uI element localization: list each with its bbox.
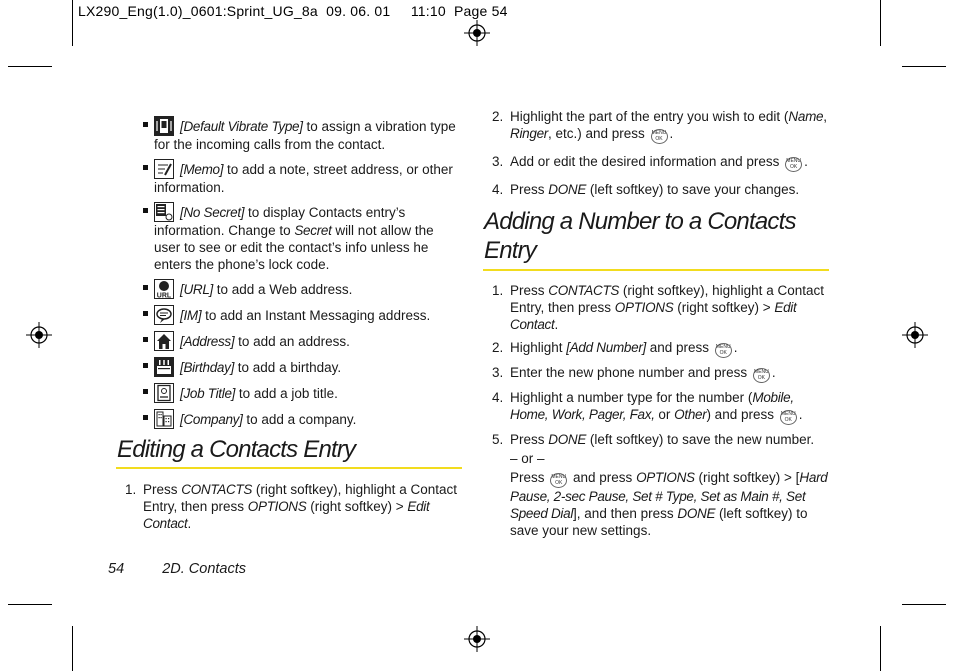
crop-mark <box>880 0 881 46</box>
crop-mark <box>72 626 73 671</box>
slug-date: 09. 06. 01 <box>326 3 391 19</box>
section-name: 2D. Contacts <box>162 561 247 577</box>
page-number: 54 <box>108 561 125 577</box>
page-footer <box>108 561 246 577</box>
list-item: [Job Title] to add a job title. <box>142 383 462 403</box>
menu-ok-key-icon: MENU OK <box>754 369 769 381</box>
heading-rule <box>483 269 829 271</box>
crop-mark <box>8 604 52 605</box>
menu-ok-key-icon: MENU OK <box>651 130 667 142</box>
alternate-step: Press MENU OK and press OPTIONS (right softkey) > [Hard Pause, 2-sec Pause, Set # Type, Set as Main #, Set Speed Dial], and then press DONE (left softkey) to save your new settings. <box>510 470 828 538</box>
crop-mark <box>880 626 881 671</box>
crop-mark <box>902 604 946 605</box>
list-item: [Company] to add a company. <box>142 409 462 429</box>
address-icon <box>154 331 174 351</box>
list-item: 4. Press DONE (left softkey) to save your changes. <box>492 182 800 197</box>
slug-time: 11:10 <box>410 3 446 19</box>
section-heading-adding: Adding a Number to a Contacts Entry <box>484 208 796 264</box>
vibrate-icon <box>154 116 174 136</box>
list-item: [Birthday] to add a birthday. <box>142 357 462 377</box>
svg-text:URL: URL <box>156 292 172 299</box>
list-item: 1. Press CONTACTS (right softkey), highlight a Contact Entry, then press OPTIONS (right softkey) > Edit Contact. <box>492 283 824 332</box>
menu-ok-key-icon: MENU OK <box>786 158 802 170</box>
crop-mark <box>8 66 52 67</box>
list-item: URL [URL] to add a Web address. <box>142 279 462 299</box>
url-icon <box>154 279 174 299</box>
menu-ok-key-icon: MENU OK <box>715 344 731 356</box>
registration-mark-icon <box>464 20 490 46</box>
heading-rule <box>116 467 462 469</box>
list-item: 2. Highlight the part of the entry you wish to edit (Name, Ringer, etc.) and press MENU OK . <box>492 109 827 142</box>
section-heading-editing: Editing a Contacts Entry <box>117 436 356 463</box>
crop-mark <box>902 66 946 67</box>
slug-page-num: 54 <box>491 3 508 19</box>
or-separator: – or – <box>510 451 545 466</box>
slug-page-word: Page <box>454 3 488 19</box>
list-item: 3. Add or edit the desired information and press MENU OK . <box>492 154 808 170</box>
list-item: 3. Enter the new phone number and press MENU OK . <box>492 365 776 381</box>
list-item: 2. Highlight [Add Number] and press MENU OK . <box>492 340 738 356</box>
registration-mark-icon <box>464 626 490 652</box>
list-item: [IM] to add an Instant Messaging address. <box>142 305 462 325</box>
job-title-icon <box>154 383 174 403</box>
option-list <box>142 116 462 435</box>
no-secret-icon <box>154 202 174 222</box>
menu-ok-key-icon: MENU OK <box>780 411 796 423</box>
registration-mark-icon <box>902 322 928 348</box>
im-icon <box>154 305 174 325</box>
birthday-icon <box>154 357 174 377</box>
edit-steps-continued <box>492 108 830 204</box>
memo-icon <box>154 159 174 179</box>
list-item: 5. Press DONE (left softkey) to save the new number. <box>492 432 815 447</box>
edit-steps <box>125 481 463 538</box>
print-slug <box>78 3 508 19</box>
add-number-steps <box>492 282 830 539</box>
list-item: [Memo] to add a note, street address, or other information. <box>142 159 462 196</box>
crop-mark <box>72 0 73 46</box>
list-item: [Default Vibrate Type] to assign a vibration type for the incoming calls from the contact. <box>142 116 462 153</box>
list-item: [Address] to add an address. <box>142 331 462 351</box>
menu-ok-key-icon: MENU OK <box>551 474 567 486</box>
registration-mark-icon <box>26 322 52 348</box>
company-icon <box>154 409 174 429</box>
slug-text: LX290_Eng(1.0)_0601:Sprint_UG_8a <box>78 3 318 19</box>
list-item: 1. Press CONTACTS (right softkey), highlight a Contact Entry, then press OPTIONS (right softkey) > Edit Contact. <box>125 482 457 531</box>
list-item: [No Secret] to display Contacts entry’s information. Change to Secret will not allow the user to see or edit the contact’s info unless he enters the phone’s lock code. <box>142 202 462 273</box>
list-item: 4. Highlight a number type for the number (Mobile, Home, Work, Pager, Fax, or Other) and press MENU OK . <box>492 390 803 423</box>
